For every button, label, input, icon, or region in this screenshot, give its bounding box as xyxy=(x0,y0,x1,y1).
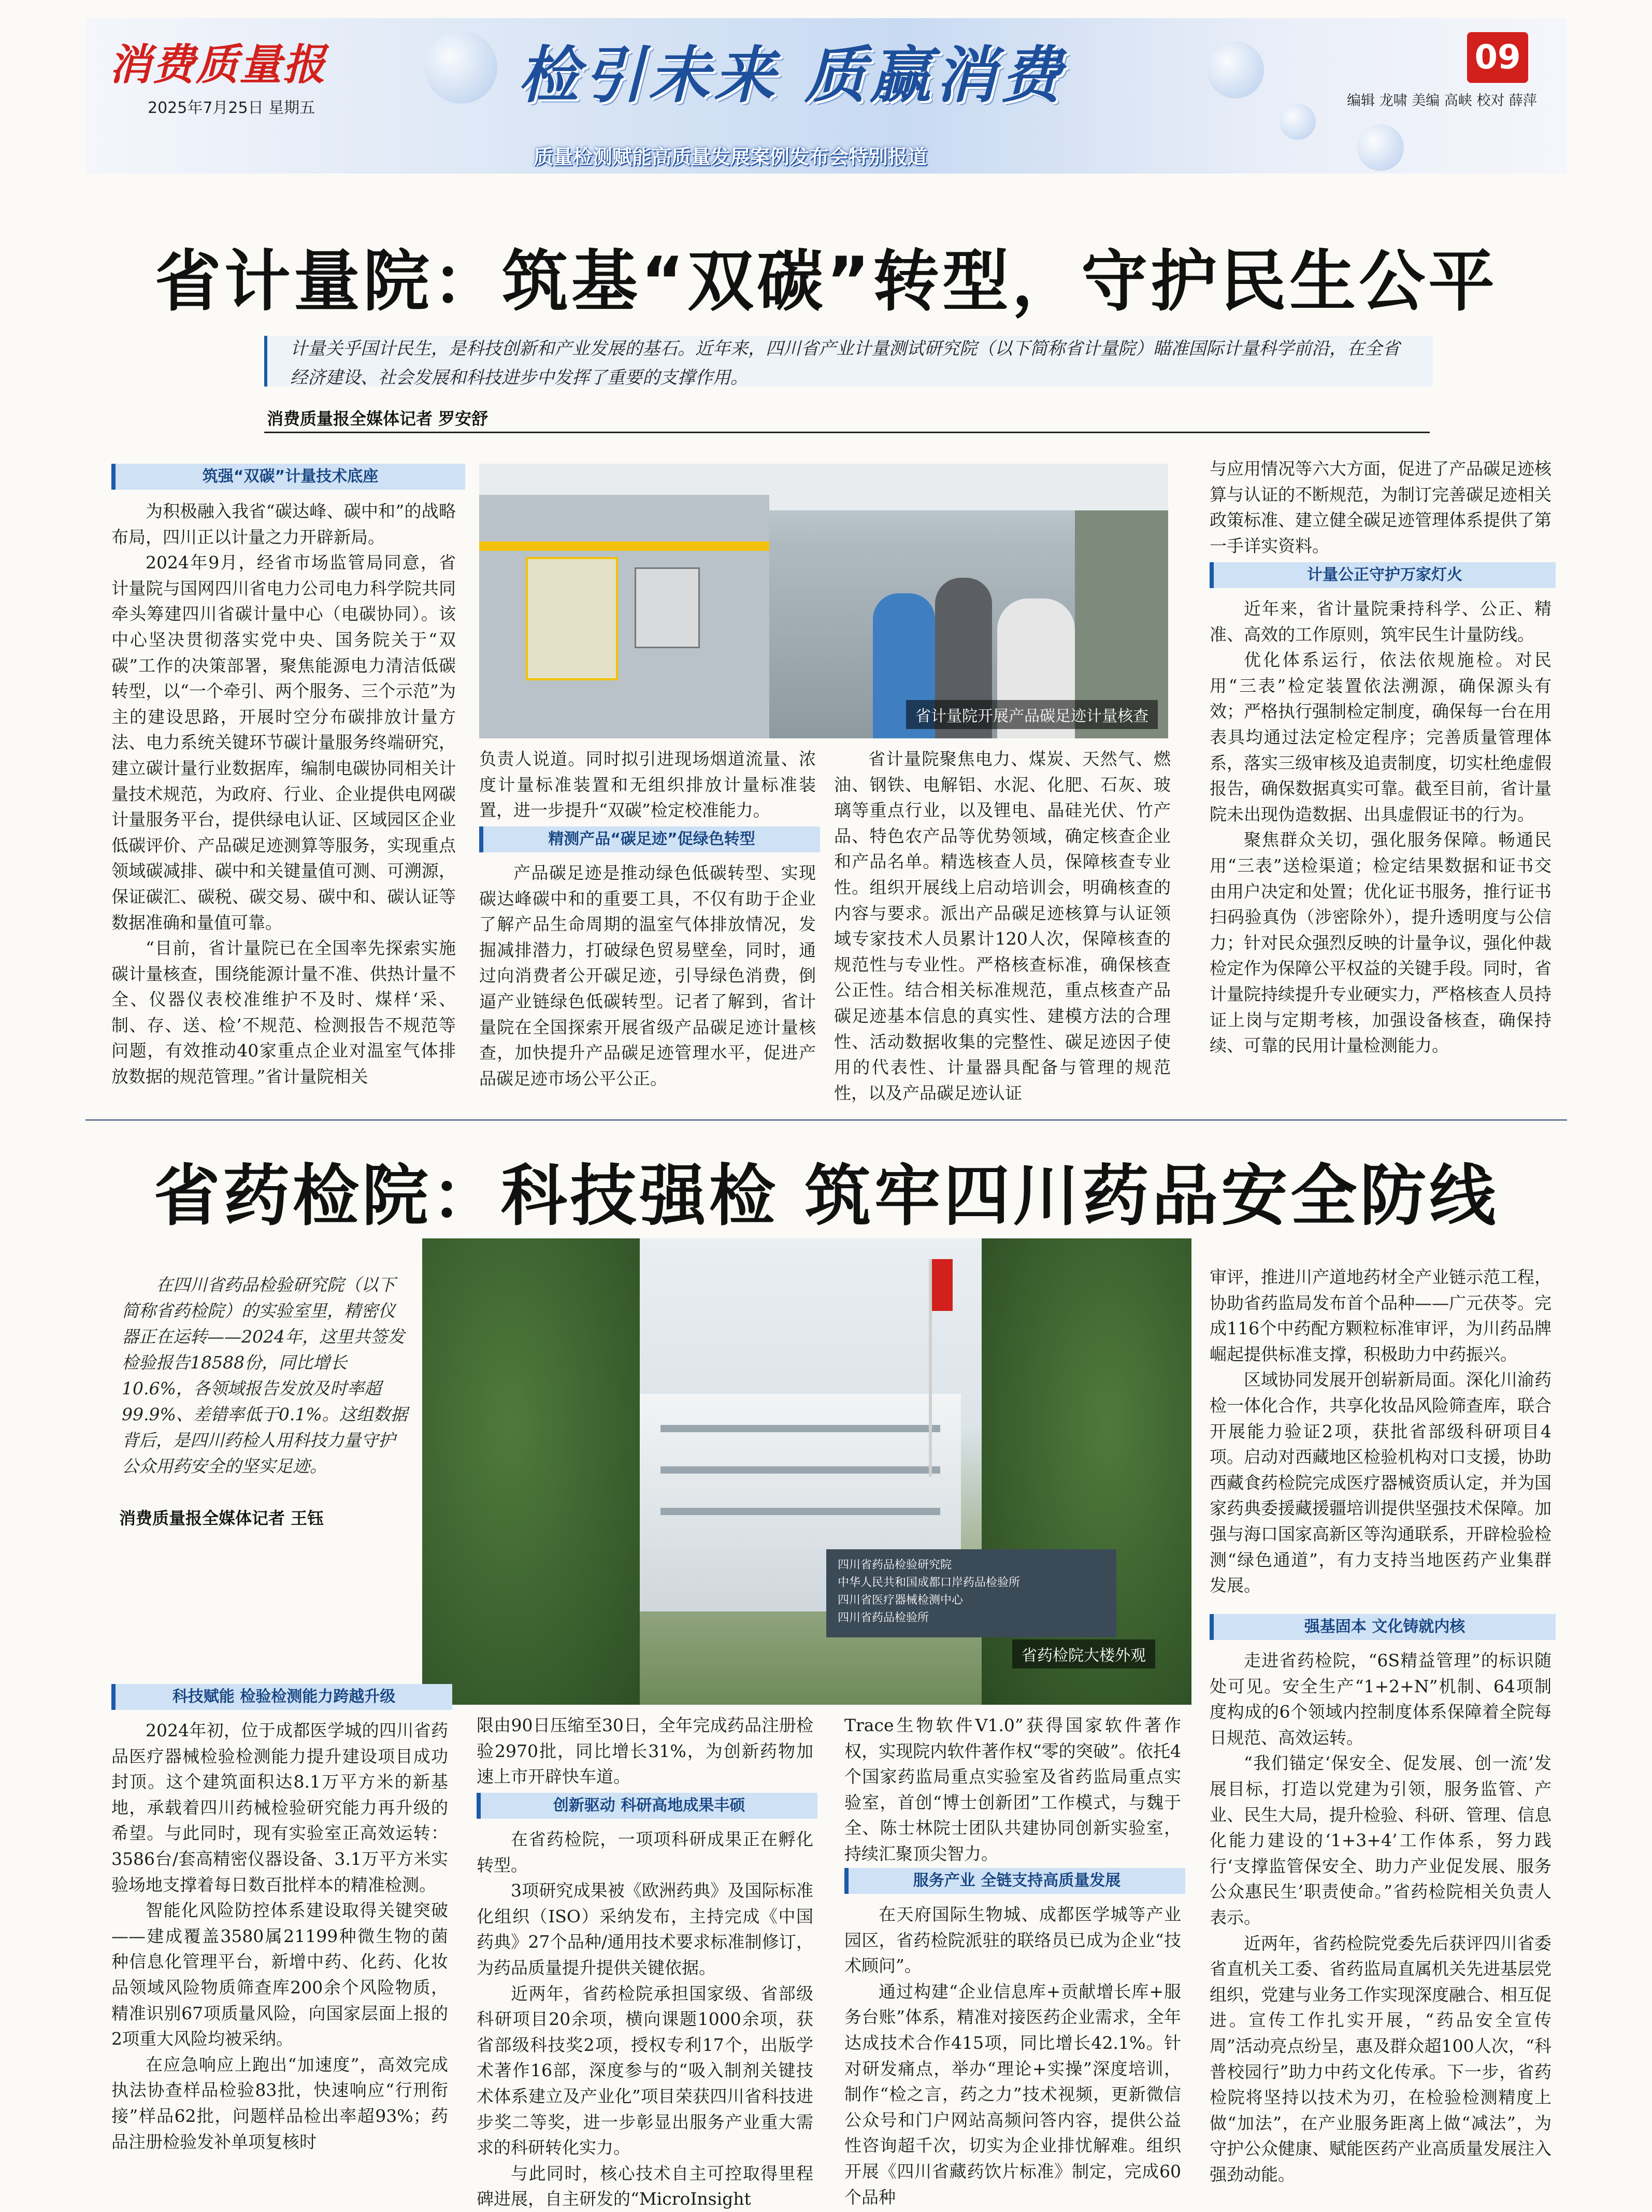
paragraph: 通过构建“企业信息库+贡献增长库+服务台账”体系，精准对接医药企业需求，全年达成技术合作415项，同比增长42.1%。针对研发痛点，举办“理论+实操”深度培训，制作“检之言，药之力”技术视频，更新微信公众号和门户网站高频问答内容，提供公益性咨询超千次，切实为企业排忧解难。组织开展《四川省藏药饮片标准》制定，完成60个品种 xyxy=(844,1981,1181,2207)
window-band xyxy=(660,1425,940,1432)
article1-section-title: 精测产品“碳足迹”促绿色转型 xyxy=(479,826,820,852)
paragraph: “目前，省计量院已在全国率先探索实施碳计量核查，围绕能源计量不准、供热计量不全、仪器仪表校准维护不及时、煤样‘采、制、存、送、检’不规范、检测报告不规范等问题，有效推动40家重点企业对温室气体排放数据的规范管理。”省计量院相关 xyxy=(111,938,456,1087)
paragraph: Trace生物软件V1.0”获得国家软件著作权，实现院内软件著作权“零的突破”。依托4个国家药监局重点实验室及省药监局重点实验室，首创“博士创新团”工作模式，与魏于全、陈士林院士团队共建协同创新实验室，持续汇聚顶尖智力。 xyxy=(844,1715,1181,1864)
paragraph: “我们锚定‘保安全、促发展、创一流’发展目标，打造以党建为引领，服务监管、产业、民生大局，提升检验、科研、管理、信息化能力建设的‘1+3+4’工作体系，努力践行‘支撑监管保安全、助力产业促发展、服务公众惠民生’职责使命。”省药检院相关负责人表示。 xyxy=(1210,1753,1552,1928)
article2-column-3b xyxy=(844,1902,1181,2210)
article2-section-title: 服务产业 全链支持高质量发展 xyxy=(844,1868,1185,1894)
page-slogan: 检引未来 质赢消费 xyxy=(518,39,1066,111)
article2-column-2 xyxy=(477,1712,813,1790)
bubble-decoration xyxy=(1207,41,1264,98)
paragraph: 在天府国际生物城、成都医学城等产业园区，省药检院派驻的联络员已成为企业“技术顾问”。 xyxy=(844,1904,1181,1976)
paragraph: 近两年，省药检院党委先后获评四川省委省直机关工委、省药监局直属机关先进基层党组织，党建与业务工作实现深度融合、相互促进。宣传工作扎实开展，“药品安全宣传周”活动亮点纷呈，惠及群众超100人次，“科普校园行”助力中药文化传承。下一步，省药检院将坚持以技术为刃，在检验检测精度上做“加法”，在产业服务距离上做“减法”，为守护公众健康、赋能医药产业高质量发展注入强劲动能。 xyxy=(1210,1933,1552,2185)
paragraph: 走进省药检院，“6S精益管理”的标识随处可见。安全生产“1+2+N”机制、64项制度构成的6个领域内控制度体系保障着全院每日规范、高效运转。 xyxy=(1210,1650,1552,1748)
special-report-subtitle: 质量检测赋能高质量发展案例发布会特别报道 xyxy=(534,146,928,168)
article1-byline: 消费质量报全媒体记者 罗安舒 xyxy=(267,409,489,429)
window-band xyxy=(660,1508,940,1515)
sign-text: 四川省医疗器械检测中心 xyxy=(838,1594,964,1607)
article2-column-2b xyxy=(477,1826,813,2212)
paragraph: 限由90日压缩至30日，全年完成药品注册检验2970批，同比增长31%，为创新药物加速上市开辟快车道。 xyxy=(477,1715,813,1787)
sign-text: 中华人民共和国成都口岸药品检验所 xyxy=(838,1576,1021,1589)
paragraph: 产品碳足迹是推动绿色低碳转型、实现碳达峰碳中和的重要工具，不仅有助于企业了解产品生命周期的温室气体排放情况，发掘减排潜力，打破绿色贸易壁垒，同时，通过向消费者公开碳足迹，引导绿色消费，倒逼产业链绿色低碳转型。记者了解到，省计量院在全国探索开展省级产品碳足迹计量核查，加快提升产品碳足迹管理水平，促进产品碳足迹市场公平公正。 xyxy=(479,863,816,1089)
article2-section-title: 创新驱动 科研高地成果丰硕 xyxy=(477,1793,817,1819)
gas-meter-cabinet xyxy=(526,557,618,680)
article1-column-4 xyxy=(1210,456,1552,559)
paragraph: 近年来，省计量院秉持科学、公正、精准、高效的工作原则，筑牢民生计量防线。 xyxy=(1210,598,1552,645)
page-number-badge: 09 xyxy=(1467,32,1528,83)
article1-photo xyxy=(479,464,1168,738)
window-band xyxy=(660,1466,940,1474)
bubble-decoration xyxy=(425,31,497,104)
paragraph: 2024年初，位于成都医学城的四川省药品医疗器械检验检测能力提升建设项目成功封顶。这个建筑面积达8.1万平方米的新基地，承载着四川药械检验研究能力再升级的希望。与此同时，现有实验室正高效运转：3586台/套高精密仪器设备、3.1万平方米实验场地支撑着每日数百批样本的精准检测。 xyxy=(111,1720,448,1895)
article2-photo-caption: 省药检院大楼外观 xyxy=(1012,1639,1155,1668)
article2-photo xyxy=(422,1238,1191,1705)
article1-column-1 xyxy=(111,498,456,1090)
paragraph: 在省药检院，一项项科研成果正在孵化转型。 xyxy=(477,1829,813,1875)
gas-pipe xyxy=(479,541,769,551)
paragraph: 审评，推进川产道地药材全产业链示范工程，协助省药监局发布首个品种——广元茯苓。完成116个中药配方颗粒标准审评，为川药品牌崛起提供标准支撑，积极助力中药振兴。 xyxy=(1210,1267,1552,1364)
article2-column-1 xyxy=(111,1718,448,2154)
article1-headline: 省计量院：筑基“双碳”转型，守护民生公平 xyxy=(154,243,1498,320)
article-divider xyxy=(85,1119,1567,1121)
paragraph: 与应用情况等六大方面，促进了产品碳足迹核算与认证的不断规范，为制订完善碳足迹相关政策标准、建立健全碳足迹管理体系提供了第一手详实资料。 xyxy=(1210,459,1552,556)
gas-meter xyxy=(635,567,700,648)
article1-column-3 xyxy=(834,746,1171,1106)
article2-column-4 xyxy=(1210,1648,1552,2187)
article2-column-right-top xyxy=(1210,1264,1552,1599)
article2-byline: 消费质量报全媒体记者 王钰 xyxy=(119,1508,324,1528)
paragraph: 聚焦群众关切，强化服务保障。畅通民用“三表”送检渠道；检定结果数据和证书交由用户决定和处置；优化证书服务，推行证书扫码验真伪（涉密除外），提升透明度与公信力；针对民众强烈反映的计量争议，强化仲裁检定作为保障公平权益的关键手段。同时，省计量院持续提升专业硬实力，严格核查人员持证上岗与定期考核，加强设备核查，确保持续、可靠的民用计量检测能力。 xyxy=(1210,830,1552,1056)
bubble-decoration xyxy=(1357,124,1404,171)
paragraph: 负责人说道。同时拟引进现场烟道流量、浓度计量标准装置和无组织排放计量标准装置，进一步提升“双碳”检定校准能力。 xyxy=(479,749,816,821)
paragraph: 在应急响应上跑出“加速度”，高效完成执法协查样品检验83批，快速响应“行刑衔接”样品62批，问题样品检出率超93%；药品注册检验发补单项复核时 xyxy=(111,2054,448,2152)
article1-section-title: 筑强“双碳”计量技术底座 xyxy=(111,464,465,490)
trees-left xyxy=(422,1238,640,1705)
article2-abstract: 在四川省药品检验研究院（以下简称省药检院）的实验室里，精密仪器正在运转——2024年，这里共签发检验报告18588份，同比增长10.6%，各领域报告发放及时率超99.9%、差错率低于0.1%。这组数据背后，是四川药检人用科技力量守护公众用药安全的坚实足迹。 xyxy=(122,1275,408,1476)
divider xyxy=(264,432,1430,433)
paragraph: 与此同时，核心技术自主可控取得里程碑进展，自主研发的“MicroInsight xyxy=(477,2163,813,2209)
paragraph: 区域协同发展开创崭新局面。深化川渝药检一体化合作，共享化妆品风险筛查库，联合开展能力验证2项，获批省部级科研项目4项。启动对西藏地区检验机构对口支援，协助西藏食药检院完成医疗器械资质认定，并为国家药典委援藏援疆培训提供坚强技术保障。加强与海口国家高新区等沟通联系，开辟检验检测“绿色通道”，有力支持当地医药产业集群发展。 xyxy=(1210,1369,1552,1596)
national-flag xyxy=(932,1259,953,1311)
sign-text: 四川省药品检验所 xyxy=(838,1611,929,1624)
article1-photo-caption: 省计量院开展产品碳足迹计量核查 xyxy=(906,700,1158,729)
paragraph: 3项研究成果被《欧洲药典》及国际标准化组织（ISO）采纳发布，主持完成《中国药典》27个品种/通用技术要求标准制修订，为药品质量提升提供关键依据。 xyxy=(477,1880,813,1978)
paragraph: 近两年，省药检院承担国家级、省部级科研项目20余项，横向课题1000余项，获省部级科技奖2项，授权专利17个，出版学术著作16部，深度参与的“吸入制剂关键技术体系建立及产业化”项目荣获四川省科技进步奖二等奖，进一步彰显出服务产业重大需求的科研转化实力。 xyxy=(477,1983,813,2158)
article1-column-2 xyxy=(479,746,816,823)
building-sign xyxy=(826,1549,1116,1637)
article1-abstract: 计量关乎国计民生，是科技创新和产业发展的基石。近年来，四川省产业计量测试研究院（以下简称省计量院）瞄准国际计量科学前沿，在全省经济建设、社会发展和科技进步中发挥了重要的支撑作用。 xyxy=(290,338,1400,388)
article2-headline: 省药检院：科技强检 筑牢四川药品安全防线 xyxy=(153,1158,1499,1235)
paragraph: 省计量院聚焦电力、煤炭、天然气、燃油、钢铁、电解铝、水泥、化肥、石灰、玻璃等重点行业，以及锂电、晶硅光伏、竹产品、特色农产品等优势领域，确定核查企业和产品名单。精选核查人员，保障核查专业性。组织开展线上启动培训会，明确核查的内容与要求。派出产品碳足迹核算与认证领域专家技术人员累计120人次，保障核查的规范性与专业性。严格核查标准，确保核查公正性。结合相关标准规范，重点核查产品碳足迹基本信息的真实性、建模方法的合理性、活动数据收集的完整性、碳足迹因子使用的代表性、计量器具配备与管理的规范性，以及产品碳足迹认证 xyxy=(834,749,1171,1103)
article2-section-title: 强基固本 文化铸就内核 xyxy=(1210,1614,1556,1640)
article2-section-title: 科技赋能 检验检测能力跨越升级 xyxy=(111,1684,452,1710)
article2-column-3 xyxy=(844,1712,1181,1867)
building-wall xyxy=(479,495,769,738)
paper-name-logo: 消费质量报 xyxy=(109,40,326,90)
paragraph: 优化体系运行，依法依规施检。对民用“三表”检定装置依法溯源，确保源头有效；严格执行强制检定制度，确保每一台在用表具均通过法定检定程序；完善质量管理体系，落实三级审核及追责制度，切实杜绝虚假报告，确保数据真实可靠。截至目前，省计量院未出现伪造数据、出具虚假证书的行为。 xyxy=(1210,650,1552,824)
paragraph: 2024年9月，经省市场监管局同意，省计量院与国网四川省电力公司电力科学院共同牵头筹建四川省碳计量中心（电碳协同）。该中心坚决贯彻落实党中央、国务院关于“双碳”工作的决策部署，聚焦能源电力清洁低碳转型，以“一个牵引、两个服务、三个示范”为主的建设思路，开展时空分布碳排放计量方法、电力系统关键环节碳计量服务终端研究，建立碳计量行业数据库，编制电碳协同相关计量技术规范，为政府、行业、企业提供电网碳计量服务平台，提供绿电认证、区域园区企业低碳评价、产品碳足迹测算等服务，实现重点领域碳减排、碳中和关键量值可测、可溯源，保证碳汇、碳税、碳交易、碳中和、碳认证等数据准确和量值可靠。 xyxy=(111,552,456,933)
article1-column-2b xyxy=(479,860,816,1091)
editor-credits: 编辑 龙啸 美编 高峡 校对 薛萍 xyxy=(1347,93,1537,109)
issue-date: 2025年7月25日 星期五 xyxy=(148,99,315,117)
paragraph: 为积极融入我省“碳达峰、碳中和”的战略布局，四川正以计量之力开辟新局。 xyxy=(111,501,456,547)
bubble-decoration xyxy=(1280,104,1316,140)
sign-text: 四川省药品检验研究院 xyxy=(838,1559,952,1572)
paragraph: 智能化风险防控体系建设取得关键突破——建成覆盖3580属21199种微生物的菌种信息化管理平台，新增中药、化药、化妆品领域风险物质筛查库200余个风险物质，精准识别67项质量风险，向国家层面上报的2项重大风险均被采纳。 xyxy=(111,1900,448,2049)
article1-section-title: 计量公正守护万家灯火 xyxy=(1210,562,1556,588)
article1-column-4b xyxy=(1210,596,1552,1059)
